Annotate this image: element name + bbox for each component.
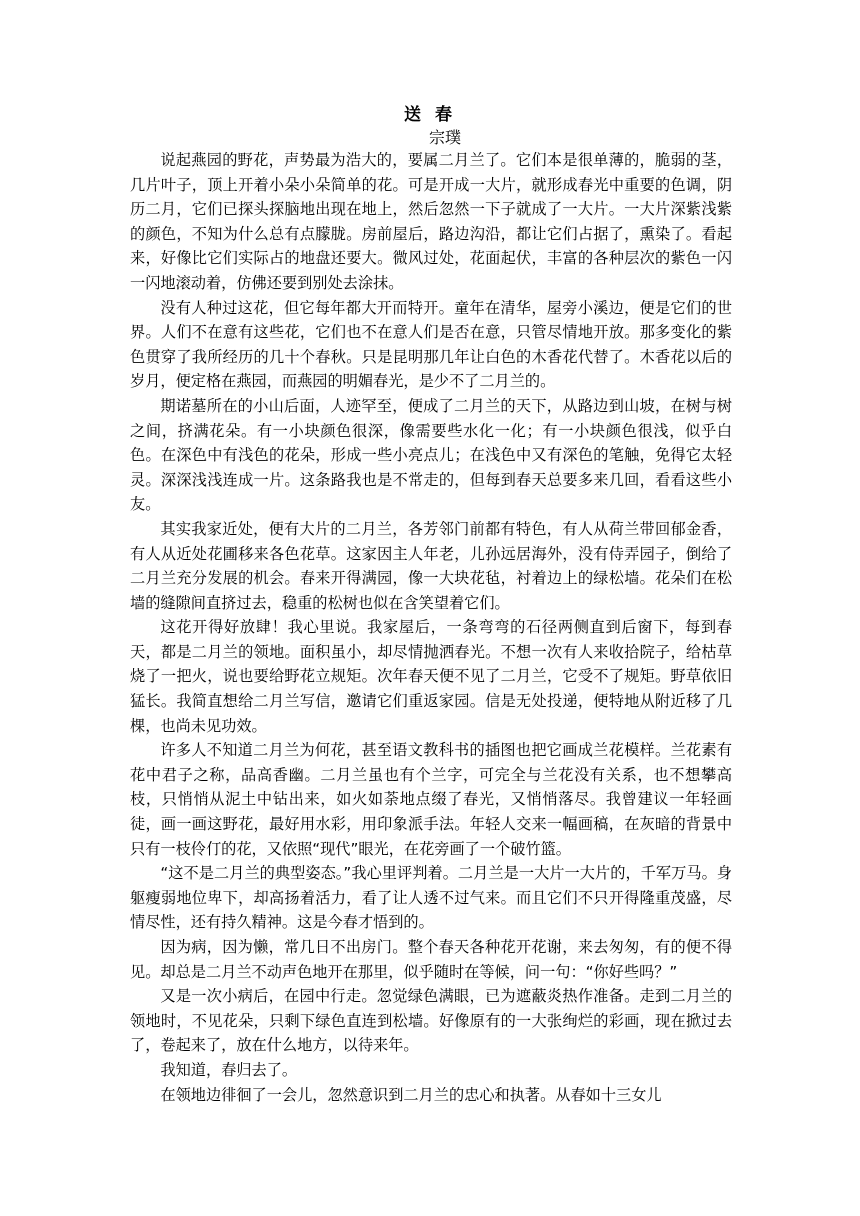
author-name: 宗璞: [428, 128, 461, 147]
paragraph: 没有人种过这花，但它每年都大开而特开。童年在清华，屋旁小溪边，便是它们的世界。人们不在意有这些花，它们也不在意人们是否在意，只管尽情地开放。那多变化的紫色贯穿了我所经历的几十个春秋。只是昆明那几年让白色的木香花代替了。木香花以后的岁月，便定格在燕园，而燕园的明媚春光，是少不了二月兰的。: [130, 298, 732, 391]
paragraph: 在领地边徘徊了一会儿，忽然意识到二月兰的忠心和执著。从春如十三女儿: [160, 1085, 662, 1104]
paragraph: 说起燕园的野花，声势最为浩大的，要属二月兰了。它们本是很单薄的，脆弱的茎，几片叶子，顶上开着小朵小朵简单的花。可是开成一大片，就形成春光中重要的色调，阴历二月，它们已探头探脑地出现在地上，然后忽然一下子就成了一大片。一大片深紫浅紫的颜色，不知为什么总有点朦胧。房前屋后，路边沟沿，都让它们占据了，熏染了。看起来，好像比它们实际占的地盘还要大。微风过处，花面起伏，丰富的各种层次的紫色一闪一闪地滚动着，仿佛还要到别处去涂抹。: [130, 151, 732, 292]
paragraph: 因为病，因为懒，常几日不出房门。整个春天各种花开花谢，来去匆匆，有的便不得见。却总是二月兰不动声色地开在那里，似乎随时在等候，问一句：“你好些吗？”: [130, 938, 732, 981]
page-title: 送 春: [404, 105, 456, 125]
paragraph: 许多人不知道二月兰为何花，甚至语文教科书的插图也把它画成兰花模样。兰花素有花中君子之称，品高香幽。二月兰虽也有个兰字，可完全与兰花没有关系，也不想攀高枝，只悄悄从泥土中钻出来，如火如荼地点缀了春光，又悄悄落尽。我曾建议一年轻画徒，画一画这野花，最好用水彩，用印象派手法。年轻人交来一幅画稿，在灰暗的背景中只有一枝伶仃的花，又依照“现代”眼光，在花旁画了一个破竹篮。: [130, 741, 732, 858]
paragraph: 我知道，春归去了。: [160, 1060, 298, 1079]
article-body: [130, 148, 732, 1107]
paragraph: 这花开得好放肆！我心里说。我家屋后，一条弯弯的石径两侧直到后窗下，每到春天，都是二月兰的领地。面积虽小，却尽情抛洒春光。不想一次有人来收拾院子，给枯草烧了一把火，说也要给野花立规矩。次年春天便不见了二月兰，它受不了规矩。野草依旧猛长。我简直想给二月兰写信，邀请它们重返家园。信是无处投递，便特地从附近移了几棵，也尚未见功效。: [130, 618, 732, 735]
paragraph: 其实我家近处，便有大片的二月兰，各芳邻门前都有特色，有人从荷兰带回郁金香，有人从近处花圃移来各色花草。这家因主人年老，儿孙远居海外，没有侍弄园子，倒给了二月兰充分发展的机会。春来开得满园，像一大块花毡，衬着边上的绿松墙。花朵们在松墙的缝隙间直挤过去，稳重的松树也似在含笑望着它们。: [130, 519, 732, 612]
paragraph: “这不是二月兰的典型姿态。”我心里评判着。二月兰是一大片一大片的，千军万马。身躯瘦弱地位卑下，却高扬着活力，看了让人透不过气来。而且它们不只开得隆重茂盛，尽情尽性，还有持久精神。这是今春才悟到的。: [130, 864, 732, 932]
paragraph: 又是一次小病后，在园中行走。忽觉绿色满眼，已为遮蔽炎热作准备。走到二月兰的领地时，不见花朵，只剩下绿色直连到松墙。好像原有的一大张绚烂的彩画，现在掀过去了，卷起来了，放在什么地方，以待来年。: [130, 987, 732, 1055]
paragraph: 期诺墓所在的小山后面，人迹罕至，便成了二月兰的天下，从路边到山坡，在树与树之间，挤满花朵。有一小块颜色很深，像需要些水化一化；有一小块颜色很浅，似乎白色。在深色中有浅色的花朵，形成一些小亮点儿；在浅色中又有深色的笔触，免得它太轻灵。深深浅浅连成一片。这条路我也是不常走的，但每到春天总要多来几回，看看这些小友。: [130, 396, 732, 514]
